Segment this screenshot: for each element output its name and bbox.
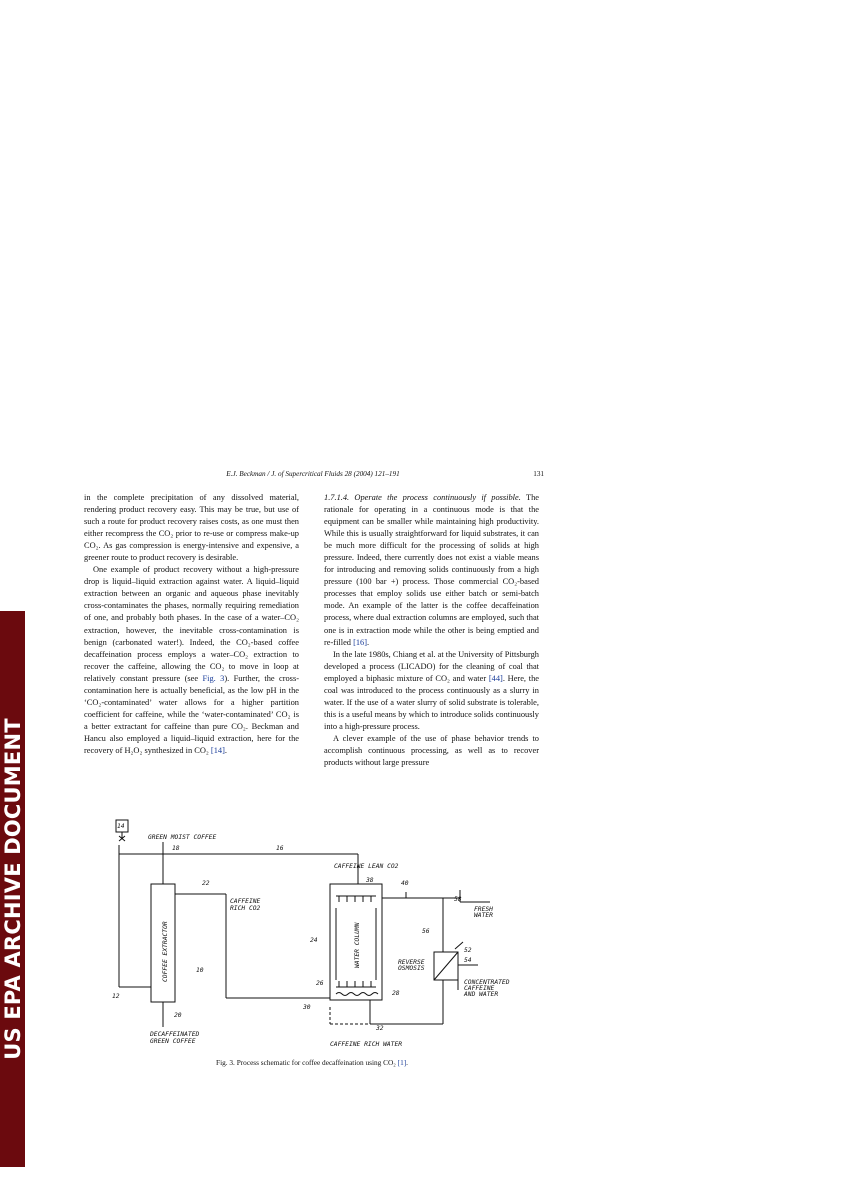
label-and-water: AND WATER <box>464 991 499 998</box>
paragraph: A clever example of the use of phase behavior trends to accomplish continuous processing, as well as to recover products without large pressure <box>324 733 539 768</box>
label-rich-co2: RICH CO2 <box>230 905 261 912</box>
label-concentrated: CONCENTRATED <box>464 979 510 986</box>
label-30: 30 <box>303 1004 311 1011</box>
running-title: E.J. Beckman / J. of Supercritical Fluids 28 (2004) 121–191 <box>226 470 400 478</box>
citation-link[interactable]: [44] <box>488 673 503 683</box>
citation-link[interactable]: [16] <box>353 637 368 647</box>
label-12: 12 <box>112 993 120 1000</box>
label-coffee-extractor: COFFEE EXTRACTOR <box>162 921 169 982</box>
paragraph-text: One example of product recovery without a high-pressure drop is liquid–liquid extraction against water. A liquid–liquid extraction between an organic and aqueous phase inevitably cross-contaminates the phases, normally requiring remediation of one, and probably both phases. In the case of a water–CO₂ extraction, however, the inevitable cross-contamination is benign (carbonated water!). Indeed, the CO₂-based coffee decaffeination process employs a water–CO₂ extraction to recover the caffeine, allowing the CO₂ to move in loop at relatively constant pressure (see <box>84 565 299 683</box>
label-fresh: FRESH <box>474 906 493 913</box>
label-decaffeinated: DECAFFEINATED <box>150 1031 200 1038</box>
label-green-moist-coffee: GREEN MOIST COFFEE <box>148 834 217 841</box>
paragraph-text: . <box>367 637 370 647</box>
paragraph-text: . <box>224 745 227 755</box>
figure-caption <box>84 1058 540 1067</box>
section-title: 1.7.1.4. Operate the process continuously if possible. <box>324 493 521 502</box>
label-52: 52 <box>464 947 472 954</box>
paragraph-text: ). Further, the cross-contamination here is actually beneficial, as the low pH in the ‘CO₂-contaminated’ water allows for a higher partition coefficient for caffeine, while the ‘water-contaminated’ CO₂ is a better extractant for caffeine than pure CO₂. Beckman and Hancu also employed a liquid–liquid extraction, here for the recovery of H₂O₂ synthesized in CO₂ <box>84 673 299 755</box>
label-24: 24 <box>310 937 318 944</box>
caption-text: Fig. 3. Process schematic for coffee decaffeination using CO₂ <box>216 1058 396 1067</box>
label-54: 54 <box>464 957 472 964</box>
label-caffeine-2: CAFFEINE <box>464 985 495 992</box>
running-header <box>82 470 544 484</box>
label-caffeine-lean-co2: CAFFEINE LEAN CO2 <box>334 863 399 870</box>
paragraph <box>84 564 299 757</box>
caption-end: . <box>406 1058 408 1067</box>
label-10: 10 <box>196 967 204 974</box>
label-green-coffee: GREEN COFFEE <box>150 1038 196 1045</box>
label-22: 22 <box>202 880 210 887</box>
left-column <box>84 492 299 792</box>
label-20: 20 <box>174 1012 182 1019</box>
paragraph-text: In the late 1980s, Chiang et al. at the University of Pittsburgh developed a process (LICADO) for the cleaning of coal that employed a biphasic mixture of CO₂ and water <box>324 649 539 683</box>
paragraph: in the complete precipitation of any dissolved material, rendering product recovery easy. This may be true, but use of such a route for product recovery raises costs, as one must then either recompress the CO₂ prior to re-use or compress make-up CO₂. As gas compression is energy-intensive and expensive, a greener route to product recovery is desirable. <box>84 493 299 563</box>
label-caffeine-rich-water: CAFFEINE RICH WATER <box>330 1041 403 1048</box>
label-56: 56 <box>422 928 430 935</box>
label-38: 38 <box>366 877 374 884</box>
label-58: 58 <box>454 896 462 903</box>
figure-link[interactable]: Fig. 3 <box>202 673 225 683</box>
paragraph <box>324 649 539 733</box>
label-26: 26 <box>316 980 324 987</box>
right-column <box>324 492 539 792</box>
label-28: 28 <box>392 990 400 997</box>
paragraph <box>324 492 539 649</box>
process-schematic-figure <box>108 812 538 1057</box>
archive-sidebar <box>0 611 25 1167</box>
label-water: WATER <box>474 912 493 919</box>
label-caffeine: CAFFEINE <box>230 898 261 905</box>
label-18: 18 <box>172 845 180 852</box>
label-40: 40 <box>401 880 409 887</box>
label-reverse: REVERSE <box>398 959 425 966</box>
page-number: 131 <box>533 470 544 478</box>
label-14: 14 <box>117 823 125 830</box>
archive-sidebar-text: US EPA ARCHIVE DOCUMENT <box>0 718 25 1060</box>
label-32: 32 <box>376 1025 384 1032</box>
label-16: 16 <box>276 845 284 852</box>
citation-link[interactable]: [1] <box>397 1058 407 1067</box>
paragraph-text: . Here, the coal was introduced to the process continuously as a slurry in water. If the use of a water slurry of solid substrate is tolerable, this is a useful means by which to introduce solids continuously into a high-pressure process. <box>324 673 539 731</box>
citation-link[interactable]: [14] <box>210 745 225 755</box>
label-osmosis: OSMOSIS <box>398 965 425 972</box>
paragraph-text: The rationale for operating in a continuous mode is that the equipment can be smaller while maintaining high productivity. While this is usually straightforward for liquid substrates, it can be much more difficult for the processing of solids at high pressure. Indeed, there currently does not exist a viable means for introducing and removing solids continuously from a high pressure (100 bar +) process. Those commercial CO₂-based processes that employ solids use either batch or semi-batch mode. An example of the latter is the coffee decaffeination process, where dual extraction columns are employed, such that one is in extraction mode while the other is being emptied and re-filled <box>324 493 539 647</box>
label-water-column: WATER COLUMN <box>354 922 361 968</box>
